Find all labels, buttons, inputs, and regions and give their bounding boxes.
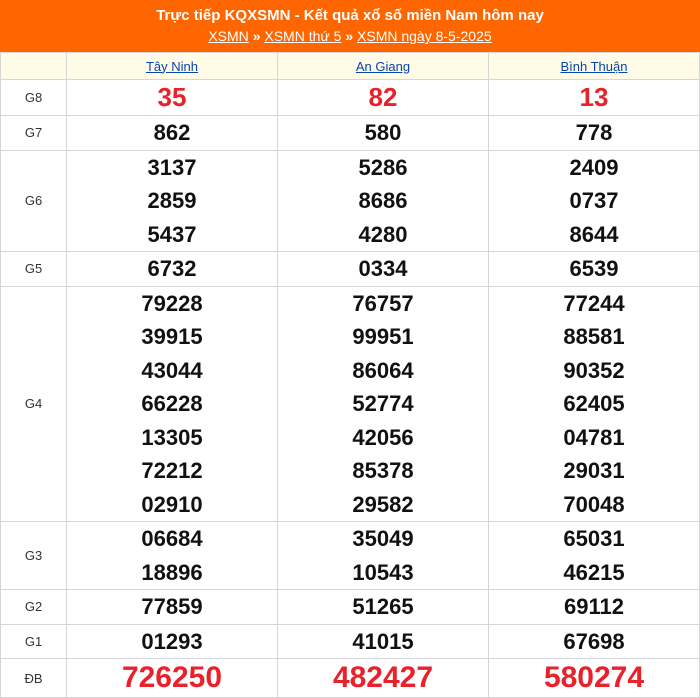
page-title: Trực tiếp KQXSMN - Kết quả xổ số miền Nam hôm nay	[156, 7, 544, 24]
prize-row	[1, 286, 700, 522]
breadcrumb	[0, 26, 700, 46]
result-number: 18896	[141, 559, 203, 585]
result-number: 10543	[352, 559, 414, 585]
result-number: 13	[579, 82, 609, 112]
breadcrumb-separator: »	[345, 28, 354, 44]
result-number: 2409	[569, 154, 619, 180]
result-number: 39915	[141, 324, 203, 349]
breadcrumb-xsmn-thu5-link[interactable]: XSMN thứ 5	[264, 28, 342, 44]
result-number: 88581	[563, 324, 625, 349]
prize-label: G1	[1, 624, 67, 659]
table-header-row	[1, 53, 700, 80]
result-number: 5437	[147, 221, 197, 247]
prize-cell	[489, 252, 700, 287]
result-number: 29582	[352, 491, 414, 517]
result-number: 79228	[141, 290, 203, 316]
result-number: 62405	[563, 391, 625, 416]
prize-cell	[489, 590, 700, 625]
prize-label: G6	[1, 150, 67, 252]
prize-cell	[489, 80, 700, 116]
result-number: 85378	[352, 458, 414, 483]
prize-cell	[278, 252, 489, 287]
province-link-binh-thuan[interactable]: Bình Thuận	[560, 58, 628, 74]
prize-row	[1, 590, 700, 625]
province-header	[278, 53, 489, 80]
result-number: 8644	[569, 221, 619, 247]
result-number: 13305	[141, 424, 203, 450]
result-number: 778	[575, 120, 613, 145]
result-number: 3137	[147, 154, 197, 180]
province-header	[489, 53, 700, 80]
result-number: 51265	[352, 594, 414, 619]
result-number: 82	[368, 82, 398, 112]
result-number: 72212	[141, 458, 203, 483]
prize-label: ĐB	[1, 659, 67, 698]
result-number: 99951	[352, 324, 414, 349]
breadcrumb-xsmn-link[interactable]: XSMN	[208, 28, 249, 44]
result-number: 41015	[352, 628, 414, 654]
result-number: 70048	[563, 491, 625, 517]
result-number: 52774	[352, 391, 414, 416]
result-number: 8686	[358, 188, 408, 213]
result-number: 02910	[141, 491, 203, 517]
prize-row	[1, 80, 700, 116]
prize-row	[1, 659, 700, 698]
province-link-an-giang[interactable]: An Giang	[355, 58, 411, 74]
prize-cell	[67, 286, 278, 522]
result-number: 77244	[563, 290, 625, 316]
result-number: 6539	[569, 256, 619, 281]
result-number: 2859	[147, 188, 197, 213]
prize-cell	[278, 522, 489, 590]
result-number: 580	[364, 120, 402, 145]
prize-cell	[489, 522, 700, 590]
breadcrumb-xsmn-date-link[interactable]: XSMN ngày 8-5-2025	[357, 28, 492, 44]
result-number: 29031	[563, 458, 625, 483]
prize-cell	[67, 659, 278, 698]
prize-cell	[278, 624, 489, 659]
result-number: 66228	[141, 391, 203, 416]
result-number: 35	[157, 82, 187, 112]
result-number: 0334	[358, 256, 408, 281]
prize-cell	[278, 286, 489, 522]
result-number: 862	[153, 120, 191, 145]
prize-row	[1, 252, 700, 287]
prize-label: G7	[1, 116, 67, 151]
prize-label: G3	[1, 522, 67, 590]
prize-cell	[67, 116, 278, 151]
result-number: 580274	[543, 661, 645, 694]
result-number: 5286	[358, 154, 408, 180]
result-number: 42056	[352, 424, 414, 450]
prize-cell	[278, 116, 489, 151]
prize-label: G4	[1, 286, 67, 522]
prize-label: G5	[1, 252, 67, 287]
prize-row	[1, 116, 700, 151]
result-number: 35049	[352, 526, 414, 551]
prize-cell	[278, 659, 489, 698]
page-header	[0, 0, 700, 52]
result-number: 69112	[564, 594, 624, 619]
prize-cell	[489, 624, 700, 659]
prize-cell	[489, 116, 700, 151]
result-number: 46215	[563, 559, 625, 585]
result-number: 6732	[147, 256, 197, 281]
result-number: 01293	[141, 628, 203, 654]
prize-cell	[67, 590, 278, 625]
result-number: 67698	[563, 628, 625, 654]
result-number: 4280	[358, 221, 408, 247]
prize-cell	[67, 624, 278, 659]
result-number: 43044	[141, 357, 203, 383]
result-number: 726250	[121, 661, 223, 694]
province-link-tay-ninh[interactable]: Tây Ninh	[145, 58, 199, 74]
prize-cell	[67, 522, 278, 590]
result-number: 65031	[563, 526, 625, 551]
prize-cell	[67, 252, 278, 287]
prize-cell	[67, 150, 278, 252]
result-number: 06684	[141, 526, 203, 551]
prize-cell	[67, 80, 278, 116]
prize-row	[1, 522, 700, 590]
result-number: 76757	[352, 290, 414, 316]
result-number: 482427	[332, 661, 434, 694]
result-number: 04781	[563, 424, 625, 450]
prize-cell	[278, 150, 489, 252]
prize-cell	[489, 286, 700, 522]
result-number: 90352	[563, 357, 625, 383]
prize-label: G2	[1, 590, 67, 625]
prize-cell	[489, 150, 700, 252]
prize-cell	[278, 80, 489, 116]
prize-label: G8	[1, 80, 67, 116]
prize-row	[1, 624, 700, 659]
result-number: 77859	[141, 594, 203, 619]
result-number: 86064	[352, 357, 414, 383]
province-header	[67, 53, 278, 80]
results-table	[0, 52, 700, 698]
breadcrumb-separator: »	[252, 28, 261, 44]
prize-cell	[489, 659, 700, 698]
result-number: 0737	[569, 188, 619, 213]
prize-row	[1, 150, 700, 252]
header-corner-cell	[1, 53, 67, 80]
prize-cell	[278, 590, 489, 625]
